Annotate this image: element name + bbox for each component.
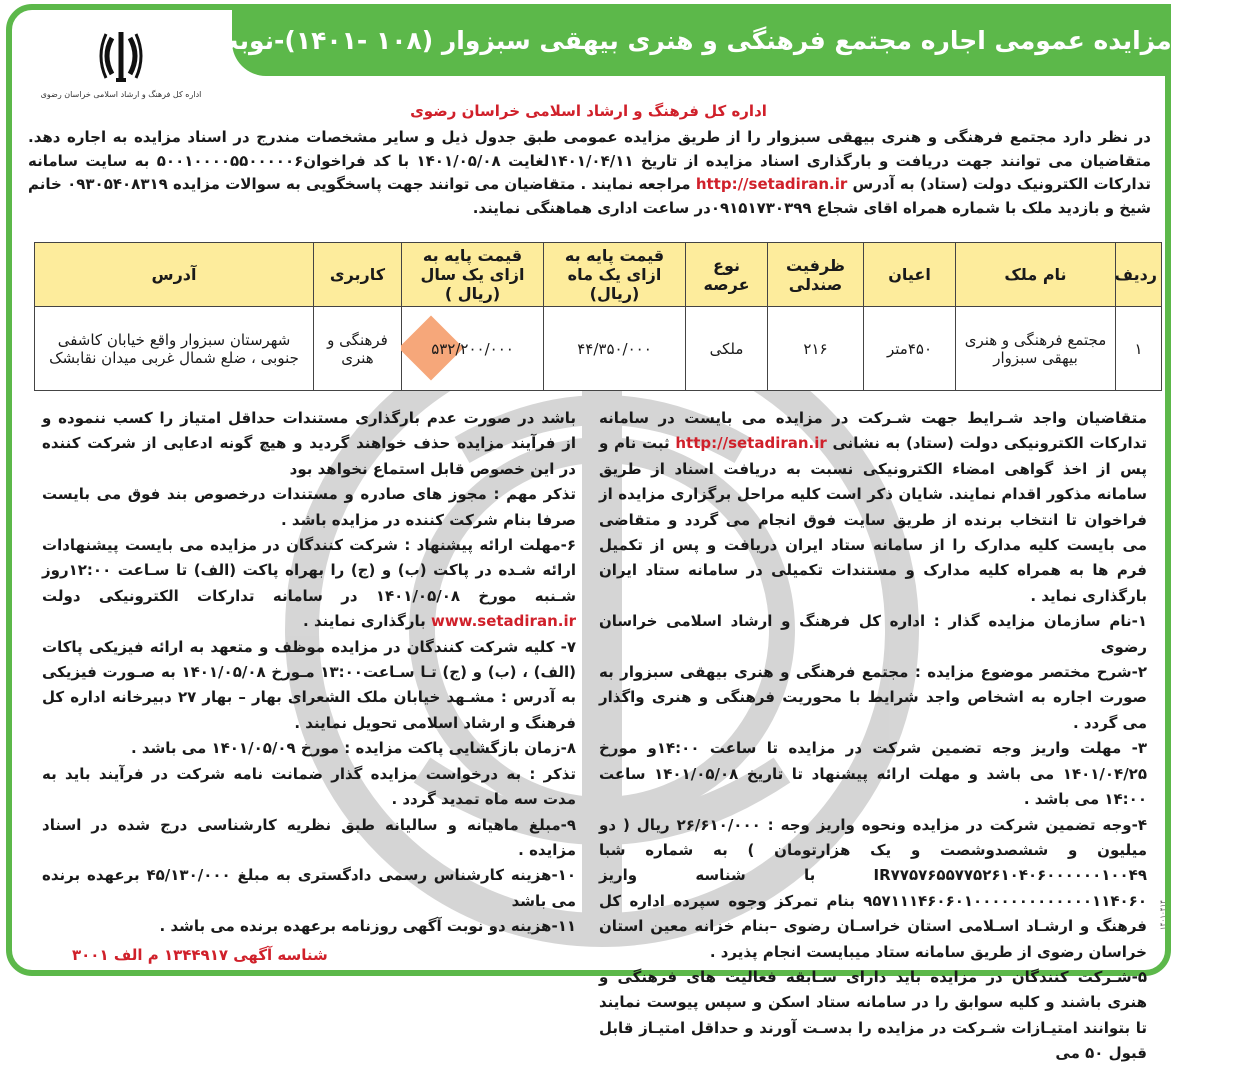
emblem-caption: اداره کل فرهنگ و ارشاد اسلامی خراسان رضوی (40, 90, 202, 99)
paragraph: ۳- مهلت واریز وجه تضمین شرکت در مزایده تا ساعت ۱۴:۰۰و مورخ ۱۴۰۱/۰۴/۲۵ می باشد و مهلت ارائه پیشنهاد تا تاریخ ۱۴۰۱/۰۵/۰۸ ساعت ۱۴:۰۰ می باشد . (599, 739, 1148, 809)
column-header: قیمت پایه به ازای یک ماه (ریال) (544, 243, 686, 307)
ad-identifier: شناسه آگهی ۱۳۴۴۹۱۷ م الف ۳۰۰۱ (72, 946, 328, 964)
paragraph: ۱۱-هزینه دو نوبت آگهی روزنامه برعهده برنده می باشد . (159, 917, 576, 936)
usage: فرهنگی و هنری (314, 307, 402, 391)
column-header: اعیان (864, 243, 956, 307)
setadiran-link[interactable]: www.setadiran.ir (430, 612, 576, 631)
yearly-price: ۵۳۲/۲۰۰/۰۰۰ (431, 339, 514, 358)
table-header-row (35, 243, 1162, 307)
property-table (34, 242, 1162, 391)
column-header: کاربری (314, 243, 402, 307)
title-banner (157, 4, 1245, 76)
paragraph: ۱۰-هزینه کارشناس رسمی دادگستری به مبلغ ۴۵/۱۳۰/۰۰۰ برعهده برنده می باشد (42, 866, 576, 910)
building-area: ۴۵۰متر (864, 307, 956, 391)
column-header: ردیف (1116, 243, 1162, 307)
intro-text-2: مراجعه نمایند . متقاضیان می توانند جهت پاسخگویی به سوالات مزایده ۰۹۳۰۵۴۰۸۳۱۹ خانم شیخ و بازدید ملک با شماره همراه اقای شجاع ۰۹۱۵۱۷۳۰۳۹۹در ساعت اداری هماهنگی نمایند. (28, 175, 1151, 217)
yearly-price-cell (402, 307, 544, 391)
paragraph: ۹-مبلغ ماهیانه و سالیانه طبق نظریه کارشناسی درج شده در اسناد مزایده . (42, 815, 576, 859)
paragraph: ۴-وجه تضمین شرکت در مزایده ونحوه واریز وجه : ۲۶/۶۱۰/۰۰۰ ریال ( دو میلیون و ششصدوشصت و یک هزارتومان ) به شماره شبا IR۷۷۵۷۶۵۵۷۷۵۲۶۱۰۴۰۶۰۰۰۰۰۰۱۰۰۴۹ با شناسه واریز ۹۵۷۱۱۱۴۶۰۶۰۱۰۰۰۰۰۰۰۰۰۰۰۰۰۱۱۴۰۶۰ بنام تمرکز وجوه سپرده اداره کل فرهنگ و ارشـاد اسـلامی استان خراسـان رضوی –بنام خزانه معین استان خراسان رضوی از طریق سامانه ستاد میبایست انجام پذیرد . (599, 815, 1147, 961)
column-header: نام ملک (956, 243, 1116, 307)
right-column (599, 406, 1147, 1067)
address: شهرستان سبزوار واقع خیابان کاشفی جنوبی ، ضلع شمال غربی میدان نقابشک (35, 307, 314, 391)
intro-text-1: در نظر دارد مجتمع فرهنگی و هنری بیهقی سبزوار را از طریق مزایده عمومی طبق جدول ذیل و سایر مشخصات مندرج در اسناد مزایده به اجاره دهد. متقاضیان می توانند جهت دریافت و بارگذاری اسناد مزایده از تاریخ ۱۴۰۱/۰۴/۱۱لغایت ۱۴۰۱/۰۵/۰۸ با کد فراخوان۵۰۰۱۰۰۰۰۵۵۰۰۰۰۰۶ به سایت سامانه تدارکات الکترونیک دولت (ستاد) به آدرس (28, 128, 1151, 193)
left-column (42, 406, 576, 940)
intro-paragraph (28, 126, 1151, 220)
text: ثبت نام و پس از اخذ گواهی امضاء الکترونیکی نسبت به دریافت اسناد از طریق سامانه مذکور اقدام نمایند. شایان ذکر است کلیه مراحل برگزاری مزایده از فراخوان تا انتخاب برنده از طریق سایت فوق انجام می گردد و متقاضی می بایست کلیه مدارک را از سامانه ستاد ایران دریافت و پس از تکمیل فرم ها به همراه کلیه مدارک و مستندات تکمیلی در سامانه ستاد ایران بارگذاری نماید . (599, 434, 1147, 605)
paragraph: تذکر مهم : مجوز های صادره و مستندات درخصوص بند فوق می بایست صرفا بنام شرکت کننده در مزایده باشد . (42, 485, 576, 529)
paragraph: ۷- کلیه شرکت کنندگان در مزایده موظف و متعهد به ارائه فیزیکی پاکات (الف) ، (ب) و (ج) تـا سـاعت۱۳:۰۰ مـورخ ۱۴۰۱/۰۵/۰۸ به صـورت فیزیکی به آدرس : مشـهد خیابان ملک الشعرای بهار – بهار ۲۷ دبیرخانه اداره کل فرهنگ و ارشاد اسلامی تحویل نمایند . (42, 637, 576, 732)
side-code: ۱۴۰۱۰۴۱۴ (1159, 900, 1167, 931)
iran-emblem-icon (98, 28, 144, 86)
paragraph: ۸-زمان بازگشایی پاکت مزایده : مورخ ۱۴۰۱/۰۵/۰۹ می باشد . (130, 739, 576, 758)
ad-frame (6, 4, 1245, 1063)
row-number: ۱ (1116, 307, 1162, 391)
column-header: ظرفیت صندلی (768, 243, 864, 307)
column-header: نوع عرصه (686, 243, 768, 307)
column-header: آدرس (35, 243, 314, 307)
setadiran-link[interactable]: http://setadiran.ir (675, 434, 827, 453)
organization-name: اداره کل فرهنگ و ارشاد اسلامی خراسان رضوی (410, 102, 767, 120)
paragraph: ۲-شرح مختصر موضوع مزایده : مجتمع فرهنگی و هنری بیهقی سبزوار به صورت اجاره به اشخاص واجد شرایط با محوریت فرهنگی و هنری واگذار می گردد . (599, 663, 1147, 732)
seat-capacity: ۲۱۶ (768, 307, 864, 391)
paragraph: تذکر : به درخواست مزایده گذار ضمانت نامه شرکت در فرآیند باید به مدت سه ماه تمدید گردد . (42, 764, 576, 809)
monthly-price: ۴۴/۳۵۰/۰۰۰ (544, 307, 686, 391)
page-title: آگهی مزایده عمومی اجاره مجتمع فرهنگی و هنری بیهقی سبزوار (۱۰۸ -۱۴۰۱)-نوبت دوم (157, 25, 1245, 55)
text: متقاضیان واجد شـرایط جهت شـرکت در مزایده می بایست در سامانه تدارکات الکترونیکی دولت (ستاد) به نشانی (599, 409, 1147, 453)
paragraph (42, 533, 576, 635)
paragraph (599, 406, 1147, 609)
table-row (35, 307, 1162, 391)
paragraph: باشد در صورت عدم بارگذاری مستندات حداقل امتیاز را کسب ننموده و از فرآیند مزایده حذف خواهند گردید و هیچ گونه ادعایی از شرکت کننده در این خصوص قابل استماع نخواهد بود (42, 409, 576, 478)
paragraph: ۵-شـرکت کنندگان در مزایده باید دارای سـابقه فعالیت های فرهنگی و هنری باشند و کلیه سوابق را در سامانه ستاد اسکن و سپس پیوست نمایند تا بتوانند امتیـازات شـرکت در مزایده را بدسـت آورند و حداقل امتیـاز قابل قبول ۵۰ می (599, 967, 1147, 1063)
paragraph: ۱-نام سازمان مزایده گذار : اداره کل فرهنگ و ارشاد اسلامی خراسان رضوی (599, 612, 1147, 656)
property-name: مجتمع فرهنگی و هنری بیهقی سبزوار (956, 307, 1116, 391)
column-header: قیمت پایه به ازای یک سال (ریال ) (402, 243, 544, 307)
setadiran-link[interactable]: http://setadiran.ir (695, 175, 848, 193)
text: بارگذاری نمایند . (303, 612, 426, 631)
text: ۶-مهلت ارائه پیشنهاد : شرکت کنندگان در مزایده می بایست پیشنهادات ارائه شـده در پاکت (ب) و (ج) را بهراه پاکت (الف) تا سـاعت ۱۲:۰۰روز شـنبه مورخ ۱۴۰۱/۰۵/۰۸ در سامانه تدارکات الکترونیکی دولت (42, 536, 576, 605)
land-type: ملکی (686, 307, 768, 391)
